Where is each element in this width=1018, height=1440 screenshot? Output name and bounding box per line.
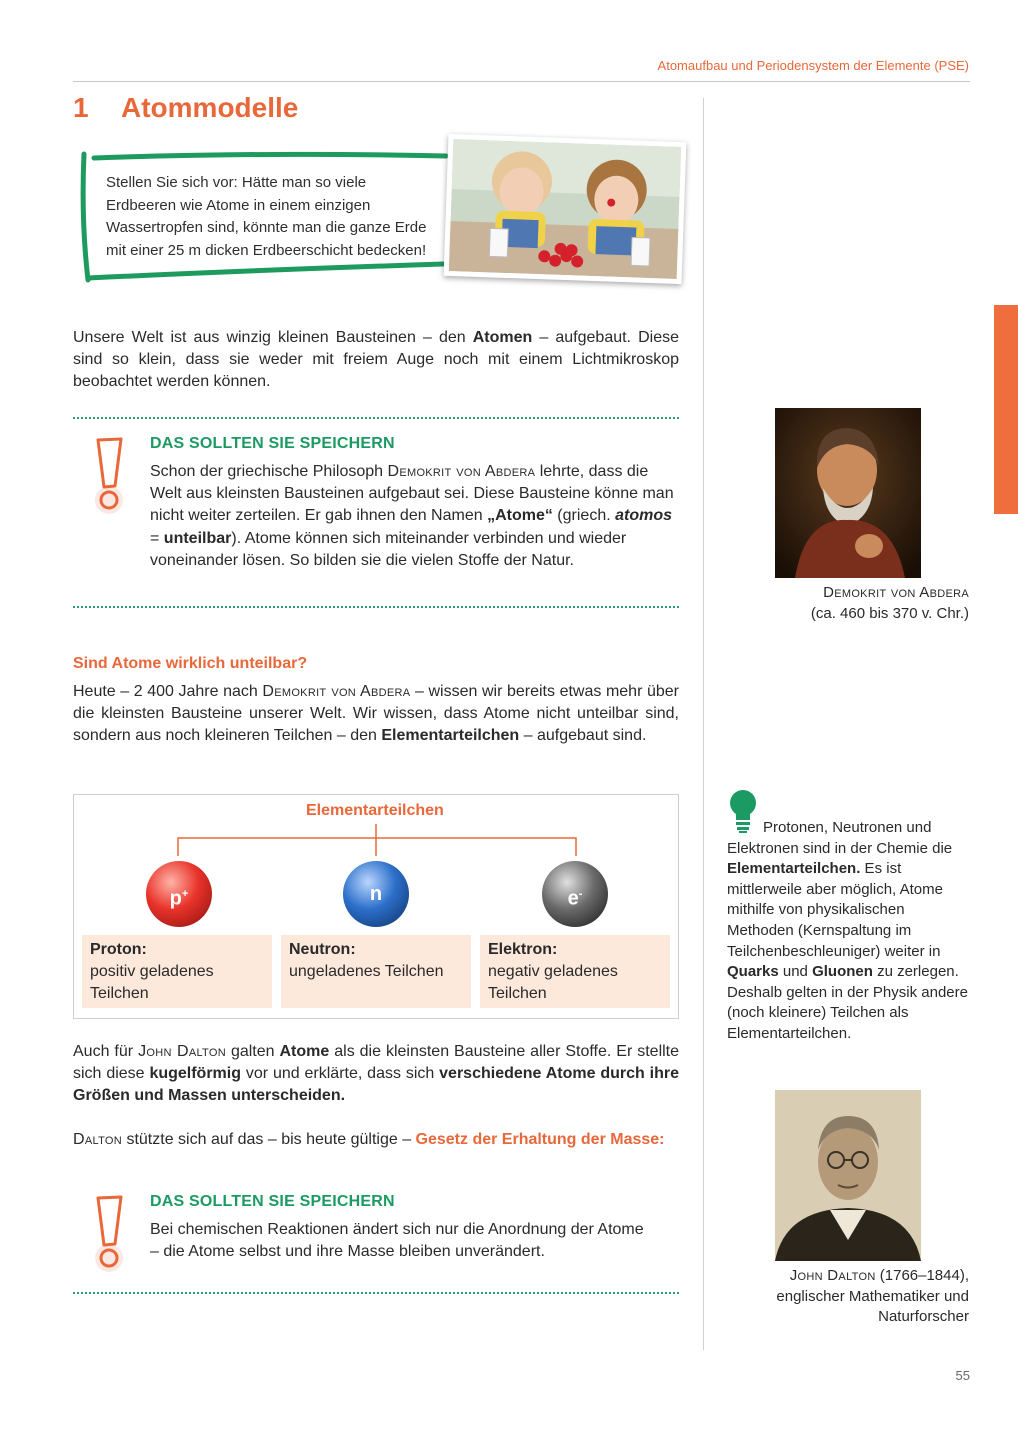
person-name: John Dalton [789, 1267, 876, 1284]
text-span: vor und erklärte, dass sich [241, 1065, 440, 1083]
running-header: Atomaufbau und Periodensystem der Elemente (PSE) [657, 58, 969, 73]
caption-dates: (1766–1844), [875, 1267, 969, 1284]
section2-paragraph [73, 681, 679, 748]
charge-sign: - [578, 888, 583, 900]
bold-term: Gluonen [812, 963, 873, 981]
person-name: Demokrit von Abdera [387, 463, 536, 480]
exclamation-icon [93, 436, 127, 520]
particle-name: Elektron: [488, 941, 558, 958]
charge-sign: + [181, 888, 189, 900]
save-box-2-text: Bei chemischen Reaktionen ändert sich nur die Anordnung der Atome – die Atome selbst und ihre Masse bleiben unverändert. [150, 1221, 644, 1261]
term-atomen: Atomen [472, 329, 533, 346]
term-unteilbar: unteilbar [163, 529, 232, 547]
greek-term: atomos [615, 507, 673, 525]
save-box-1-text [150, 461, 678, 572]
person-name: Dalton [73, 1131, 123, 1148]
intro-callout [78, 150, 448, 280]
text-span: – aufgebaut sind. [519, 727, 647, 745]
text-span: Es ist mittlerweile aber möglich, Atome mithilfe von physikalischen Methoden (Kernspaltung im Teilchenbeschleuniger) weiter in [727, 860, 943, 960]
neutron-symbol [343, 861, 409, 927]
neutron-sphere [343, 861, 409, 927]
electron-symbol [542, 861, 608, 932]
exclamation-icon [93, 1194, 127, 1278]
text-span: Heute – 2 400 Jahre nach [73, 683, 263, 700]
chapter-tab-marker [994, 305, 1018, 514]
diagram-title: Elementarteilchen [306, 802, 444, 819]
text-span: (griech. [552, 507, 616, 525]
kids-strawberries-photo [444, 134, 687, 284]
person-name: Demokrit von Abdera [262, 683, 411, 700]
caption-line: Naturforscher [878, 1308, 969, 1325]
text-span: und [778, 963, 813, 981]
tip-text [727, 818, 972, 1045]
intro-paragraph [73, 327, 679, 394]
symbol-letter: p [169, 887, 182, 910]
text-span: – wissen wir bereits etwas mehr über die kleinsten Bausteine unserer Welt. Wir wissen, dass Atome nicht unteilbar sind, sondern aus noch kleineren Teilchen – den [73, 683, 679, 745]
term-elementarteilchen: Elementarteilchen [381, 727, 520, 745]
bold-term: Quarks [727, 963, 779, 981]
particle-desc: positiv geladenes Teilchen [90, 963, 214, 1002]
proton-symbol [146, 861, 212, 932]
particle-desc: ungeladenes Teilchen [289, 963, 444, 980]
particle-name: Neutron: [289, 941, 356, 958]
text-span: als die kleinsten Bausteine aller Stoffe. Er stellte sich diese [73, 1043, 680, 1083]
save-box-1-title: DAS SOLLTEN SIE SPEICHERN [150, 435, 395, 452]
symbol-letter: n [369, 883, 383, 905]
caption-dates: (ca. 460 bis 370 v. Chr.) [810, 604, 969, 622]
bold-term: Atome [279, 1043, 330, 1060]
particle-desc: negativ geladenes Teilchen [488, 963, 618, 1002]
header-divider [73, 81, 970, 82]
text-span: ). Atome können sich miteinander verbinden und wieder voneinander lösen. So bilden sie die vielen Stoffe der Natur. [150, 529, 627, 569]
particle-name: Proton: [90, 941, 147, 958]
proton-card [82, 935, 272, 1008]
text-span: Unsere Welt ist aus winzig kleinen Bausteinen – den [73, 329, 473, 346]
text-span: Protonen, Neutronen und Elektronen sind in der Chemie die [727, 819, 953, 857]
person-name: Demokrit von Abdera [823, 584, 969, 601]
dotted-divider [73, 1292, 679, 1294]
column-divider [703, 98, 704, 1350]
dalton-portrait [775, 1090, 921, 1261]
bold-term: Elementarteilchen. [727, 860, 861, 878]
save-box-2-title: DAS SOLLTEN SIE SPEICHERN [150, 1193, 395, 1210]
electron-card [480, 935, 670, 1008]
text-span: zu zerlegen. Deshalb gelten in der Physik andere (noch kleinere) Teilchen als Elementarteilchen. [727, 963, 968, 1042]
text-span: – aufgebaut. Diese sind so klein, dass sie weder mit freiem Auge noch mit einem Lichtmikroskop beobachtet werden können. [73, 329, 680, 391]
caption-line: englischer Mathematiker und [776, 1287, 969, 1305]
text-span: Schon der griechische Philosoph [150, 463, 388, 480]
chapter-number: 1 [73, 92, 89, 123]
dotted-divider [73, 606, 679, 608]
dalton-law-paragraph [73, 1129, 679, 1151]
demokrit-portrait [775, 408, 921, 578]
symbol-letter: e [567, 887, 579, 910]
bold-term: kugelförmig [149, 1065, 241, 1083]
dotted-divider [73, 417, 679, 419]
neutron-card [281, 935, 471, 1008]
electron-sphere [542, 861, 608, 927]
intro-text: Stellen Sie sich vor: Hätte man so viele Erdbeeren wie Atome in einem einzigen Wassertropfen sind, könnte man die ganze Erde mit einer 25 m dicken Erdbeerschicht bedecken! [106, 174, 427, 259]
dalton-caption [729, 1266, 969, 1328]
chapter-title-text: Atommodelle [121, 92, 299, 123]
demokrit-caption [749, 583, 969, 624]
section-heading: Sind Atome wirklich unteilbar? [73, 655, 308, 672]
text-span: = [150, 529, 164, 547]
proton-sphere [146, 861, 212, 927]
text-span: lehrte, dass die Welt aus kleinsten Bausteinen aufgebaut sei. Diese Bausteine könne man nicht weiter zerteilen. Er gab ihnen den Namen [150, 463, 674, 525]
diagram-bracket [176, 824, 578, 858]
bold-term: verschiedene Atome durch ihre Größen und Massen unterscheiden. [73, 1065, 680, 1105]
text-span: Auch für [73, 1043, 139, 1060]
text-span: galten [225, 1043, 280, 1060]
person-name: John Dalton [138, 1043, 226, 1060]
law-name: Gesetz der Erhaltung der Masse: [415, 1131, 665, 1148]
text-span: stützte sich auf das – bis heute gültige – [122, 1131, 416, 1148]
page-number: 55 [955, 1368, 970, 1383]
term-atome: „Atome“ [487, 507, 553, 525]
dalton-paragraph [73, 1041, 679, 1108]
chapter-title [73, 92, 298, 124]
